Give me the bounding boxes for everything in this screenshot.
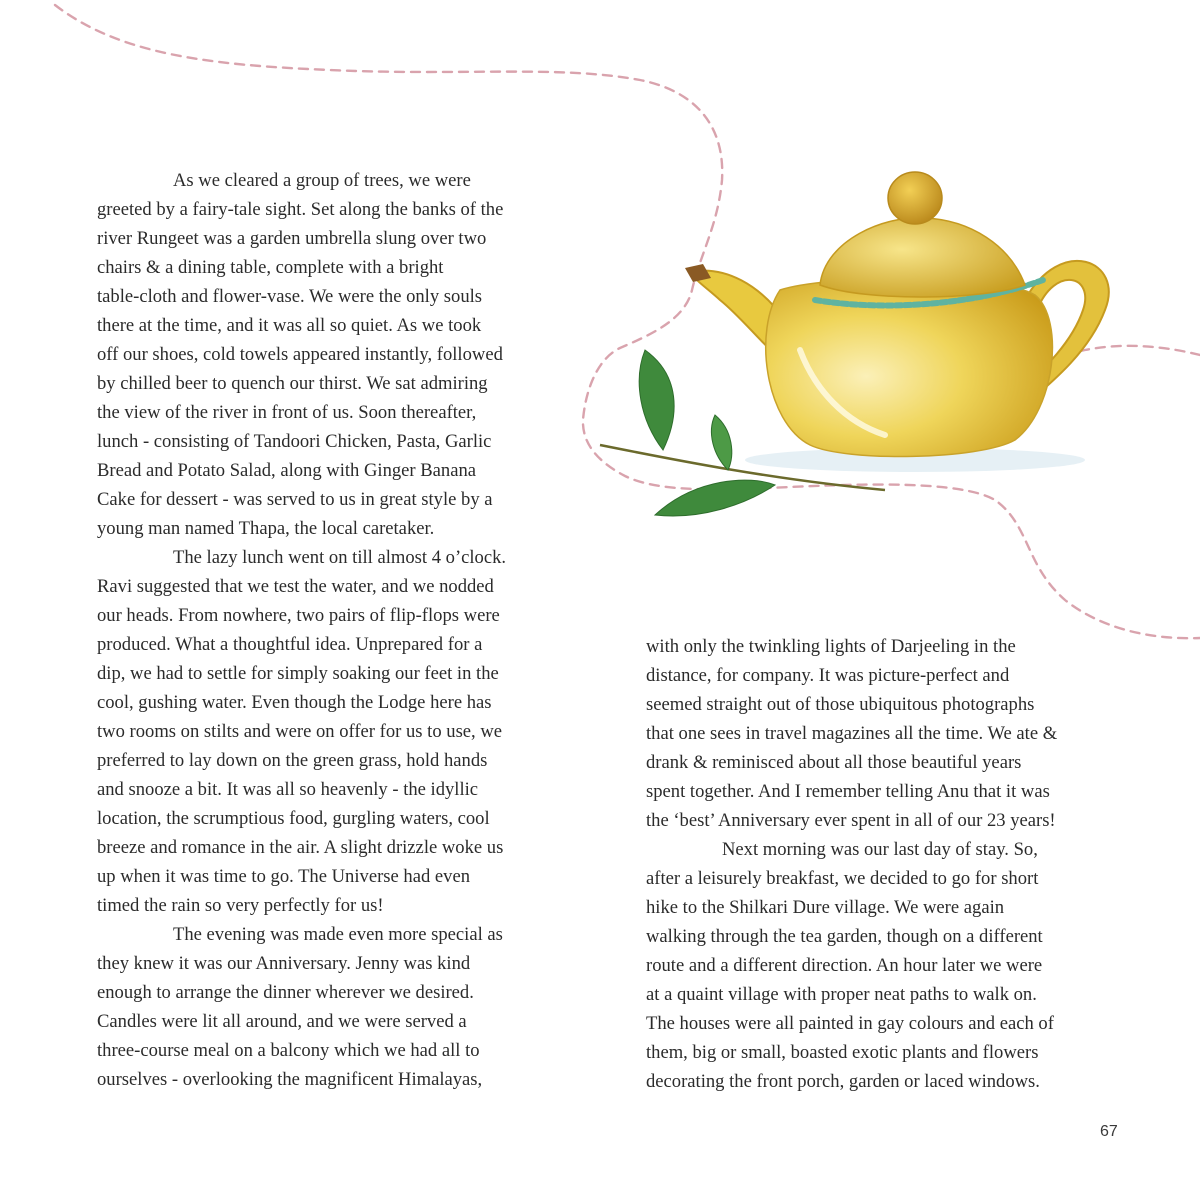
text-line: them, big or small, boasted exotic plants and flowers [646,1042,1039,1063]
text-line: two rooms on stilts and were on offer for us to use, we [97,721,503,742]
text-line: Candles were lit all around, and we were served a [97,1011,467,1032]
text-line: spent together. And I remember telling Anu that it was [646,781,1050,802]
text-line: cool, gushing water. Even though the Lodge here has [97,692,492,713]
text-line: the view of the river in front of us. Soon thereafter, [97,402,477,423]
text-line: river Rungeet was a garden umbrella slung over two [97,228,487,249]
teapot-illustration [585,160,1125,540]
tea-leaf-upper [639,350,674,450]
text-line: drank & reminisced about all those beautiful years [646,752,1022,773]
text-line: that one sees in travel magazines all the time. We ate & [646,723,1058,744]
tea-leaf-lower [655,480,775,516]
text-line: breeze and romance in the air. A slight drizzle woke us [97,837,504,858]
text-line: young man named Thapa, the local caretaker. [97,518,435,539]
text-line: dip, we had to settle for simply soaking our feet in the [97,663,499,684]
text-line: off our shoes, cold towels appeared instantly, followed [97,344,503,365]
text-line: at a quaint village with proper neat paths to walk on. [646,984,1037,1005]
text-line: The evening was made even more special as [173,924,503,945]
text-line: they knew it was our Anniversary. Jenny was kind [97,953,471,974]
text-line: ourselves - overlooking the magnificent Himalayas, [97,1069,483,1090]
text-line: up when it was time to go. The Universe had even [97,866,470,887]
text-line: greeted by a fairy-tale sight. Set along the banks of the [97,199,504,220]
right-text-column [646,632,1116,1096]
text-line: walking through the tea garden, though on a different [646,926,1043,947]
text-line: three-course meal on a balcony which we had all to [97,1040,480,1061]
text-line: chairs & a dining table, complete with a bright [97,257,444,278]
text-line: decorating the front porch, garden or laced windows. [646,1071,1040,1092]
text-line: there at the time, and it was all so quiet. As we took [97,315,482,336]
text-line: lunch - consisting of Tandoori Chicken, Pasta, Garlic [97,431,492,452]
text-line: by chilled beer to quench our thirst. We sat admiring [97,373,488,394]
text-line: The lazy lunch went on till almost 4 o’clock. [173,547,507,568]
text-line: Cake for dessert - was served to us in great style by a [97,489,493,510]
text-line: seemed straight out of those ubiquitous photographs [646,694,1035,715]
text-line: timed the rain so very perfectly for us! [97,895,384,916]
left-text-column [97,166,557,1094]
text-line: our heads. From nowhere, two pairs of flip-flops were [97,605,500,626]
text-line: enough to arrange the dinner wherever we desired. [97,982,474,1003]
text-line: preferred to lay down on the green grass, hold hands [97,750,488,771]
text-line: Ravi suggested that we test the water, and we nodded [97,576,494,597]
page-number: 67 [1100,1123,1118,1140]
text-line: with only the twinkling lights of Darjeeling in the [646,636,1016,657]
text-line: hike to the Shilkari Dure village. We were again [646,897,1005,918]
text-line: table-cloth and flower-vase. We were the only souls [97,286,483,307]
text-line: route and a different direction. An hour later we were [646,955,1043,976]
tea-leaf-middle [711,415,731,470]
text-line: Next morning was our last day of stay. So, [722,839,1038,860]
teapot-knob [888,172,942,224]
text-line: Bread and Potato Salad, along with Ginger Banana [97,460,477,481]
teapot-lid [820,218,1025,297]
text-line: the ‘best’ Anniversary ever spent in all of our 23 years! [646,810,1056,831]
text-line: after a leisurely breakfast, we decided to go for short [646,868,1039,889]
text-line: produced. What a thoughtful idea. Unprepared for a [97,634,483,655]
text-line: The houses were all painted in gay colours and each of [646,1013,1054,1034]
text-line: location, the scrumptious food, gurgling waters, cool [97,808,490,829]
text-line: distance, for company. It was picture-perfect and [646,665,1010,686]
text-line: and snooze a bit. It was all so heavenly - the idyllic [97,779,479,800]
text-line: As we cleared a group of trees, we were [173,170,471,191]
